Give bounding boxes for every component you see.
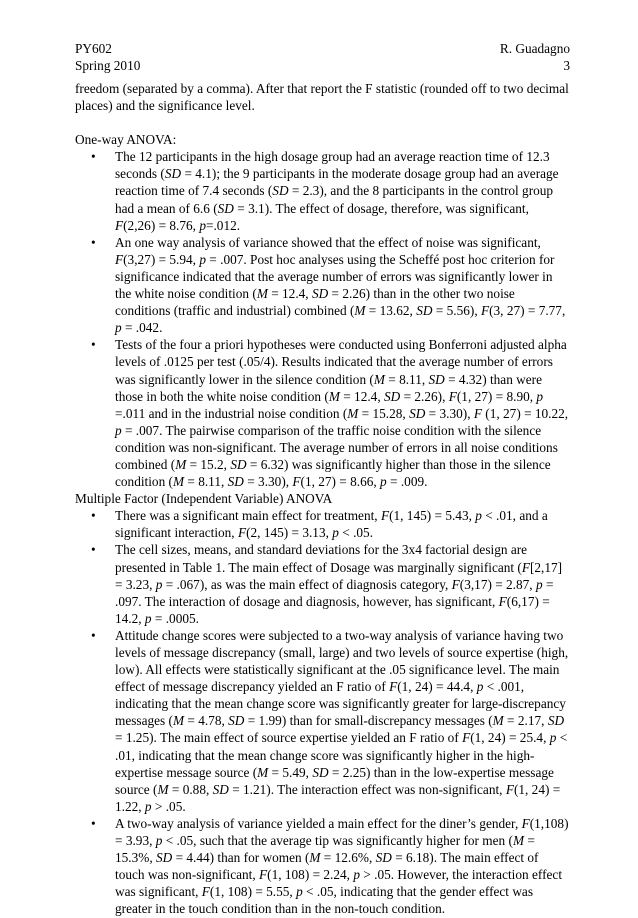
list-item: • The 12 participants in the high dosage group had an average reaction time of 12.3 seconds (SD = 4.1); the 9 participants in the moderate dosage group had an average reaction time of 7.4 seconds (SD = 2.3), and the 8 participants in the control group had a mean of 6.6 (SD = 3.1). The effect of dosage, therefore, was significant, F(2,26) = 8.76, p=.012.	[91, 149, 559, 233]
bullet-icon: •	[91, 149, 96, 165]
intro-line-2: places) and the significance level.	[75, 98, 255, 114]
bullet-icon: •	[91, 627, 96, 643]
intro-paragraph	[75, 80, 570, 114]
intro-line-1: freedom (separated by a comma). After that report the F statistic (rounded off to two decimal	[75, 81, 569, 96]
oneway-list	[75, 148, 570, 490]
multi-heading: Multiple Factor (Independent Variable) ANOVA	[75, 491, 333, 507]
bullet-icon: •	[91, 234, 96, 250]
list-item: • A two-way analysis of variance yielded a main effect for the diner’s gender, F(1,108) = 3.93, p < .05, such that the average tip was significantly higher for men (M = 15.3%, SD = 4.44) than for women (M = 12.6%, SD = 6.18). The main effect of touch was non-significant, F(1, 108) = 2.24, p > .05. However, the interaction effect was significant, F(1, 108) = 5.55, p < .05, indicating that the gender effect was greater in the touch condition than in the non-touch condition.	[91, 815, 569, 917]
oneway-heading: One-way ANOVA:	[75, 132, 177, 148]
list-item: • There was a significant main effect for treatment, F(1, 145) = 5.43, p < .01, and a significant interaction, F(2, 145) = 3.13, p < .05.	[91, 508, 548, 541]
header-author: R. Guadagno	[499, 41, 570, 56]
bullet-icon: •	[91, 542, 96, 558]
paragraph-gap	[75, 114, 570, 131]
bullet-icon: •	[91, 508, 96, 524]
bullet-icon: •	[91, 815, 96, 831]
bullet-icon: •	[91, 337, 96, 353]
list-item: • Tests of the four a priori hypotheses were conducted using Bonferroni adjusted alpha levels of .0125 per test (.05/4). Results indicated that the average number of errors was significantly lower in the silence condition (M = 8.11, SD = 4.32) than were those in both the white noise condition (M = 12.4, SD = 2.26), F(1, 27) = 8.90, p =.011 and in the industrial noise condition (M = 15.28, SD = 3.30), F (1, 27) = 10.22, p = .007. The pairwise comparison of the traffic noise condition with the silence condition was non-significant. The average number of errors in all noise conditions combined (M = 15.2, SD = 6.32) was significantly higher than those in the silence condition (M = 8.11, SD = 3.30), F(1, 27) = 8.66, p = .009.	[91, 337, 569, 490]
header-course: PY602	[75, 41, 112, 56]
multi-list	[75, 507, 570, 917]
header-page-number: 3	[563, 58, 570, 73]
document-body	[75, 80, 570, 918]
list-item: • The cell sizes, means, and standard deviations for the 3x4 factorial design are presented in Table 1. The main effect of Dosage was marginally significant (F[2,17] = 3.23, p = .067), as was the main effect of diagnosis category, F(3,17) = 2.87, p = .097. The interaction of dosage and diagnosis, however, has significant, F(6,17) = 14.2, p = .0005.	[91, 542, 563, 626]
header-term: Spring 2010	[75, 58, 141, 73]
list-item: • Attitude change scores were subjected to a two-way analysis of variance having two levels of message discrepancy (small, large) and two levels of source expertise (high, low). All effects were statistically significant at the .05 significance level. The main effect of message discrepancy yielded an F ratio of F(1, 24) = 44.4, p < .001, indicating that the mean change score was significantly greater for large-discrepancy messages (M = 4.78, SD = 1.99) than for small-discrepancy messages (M = 2.17, SD = 1.25). The main effect of source expertise yielded an F ratio of F(1, 24) = 25.4, p < .01, indicating that the mean change score was significantly higher in the high-expertise message source (M = 5.49, SD = 2.25) than in the low-expertise message source (M = 0.88, SD = 1.21). The interaction effect was non-significant, F(1, 24) = 1.22, p > .05.	[91, 627, 569, 814]
list-item: • An one way analysis of variance showed that the effect of noise was significant, F(3,27) = 5.94, p = .007. Post hoc analyses using the Scheffé post hoc criterion for significance indicated that the average number of errors was significantly lower in the white noise condition (M = 12.4, SD = 2.26) than in the other two noise conditions (traffic and industrial) combined (M = 13.62, SD = 5.56), F(3, 27) = 7.77, p = .042.	[91, 234, 566, 336]
